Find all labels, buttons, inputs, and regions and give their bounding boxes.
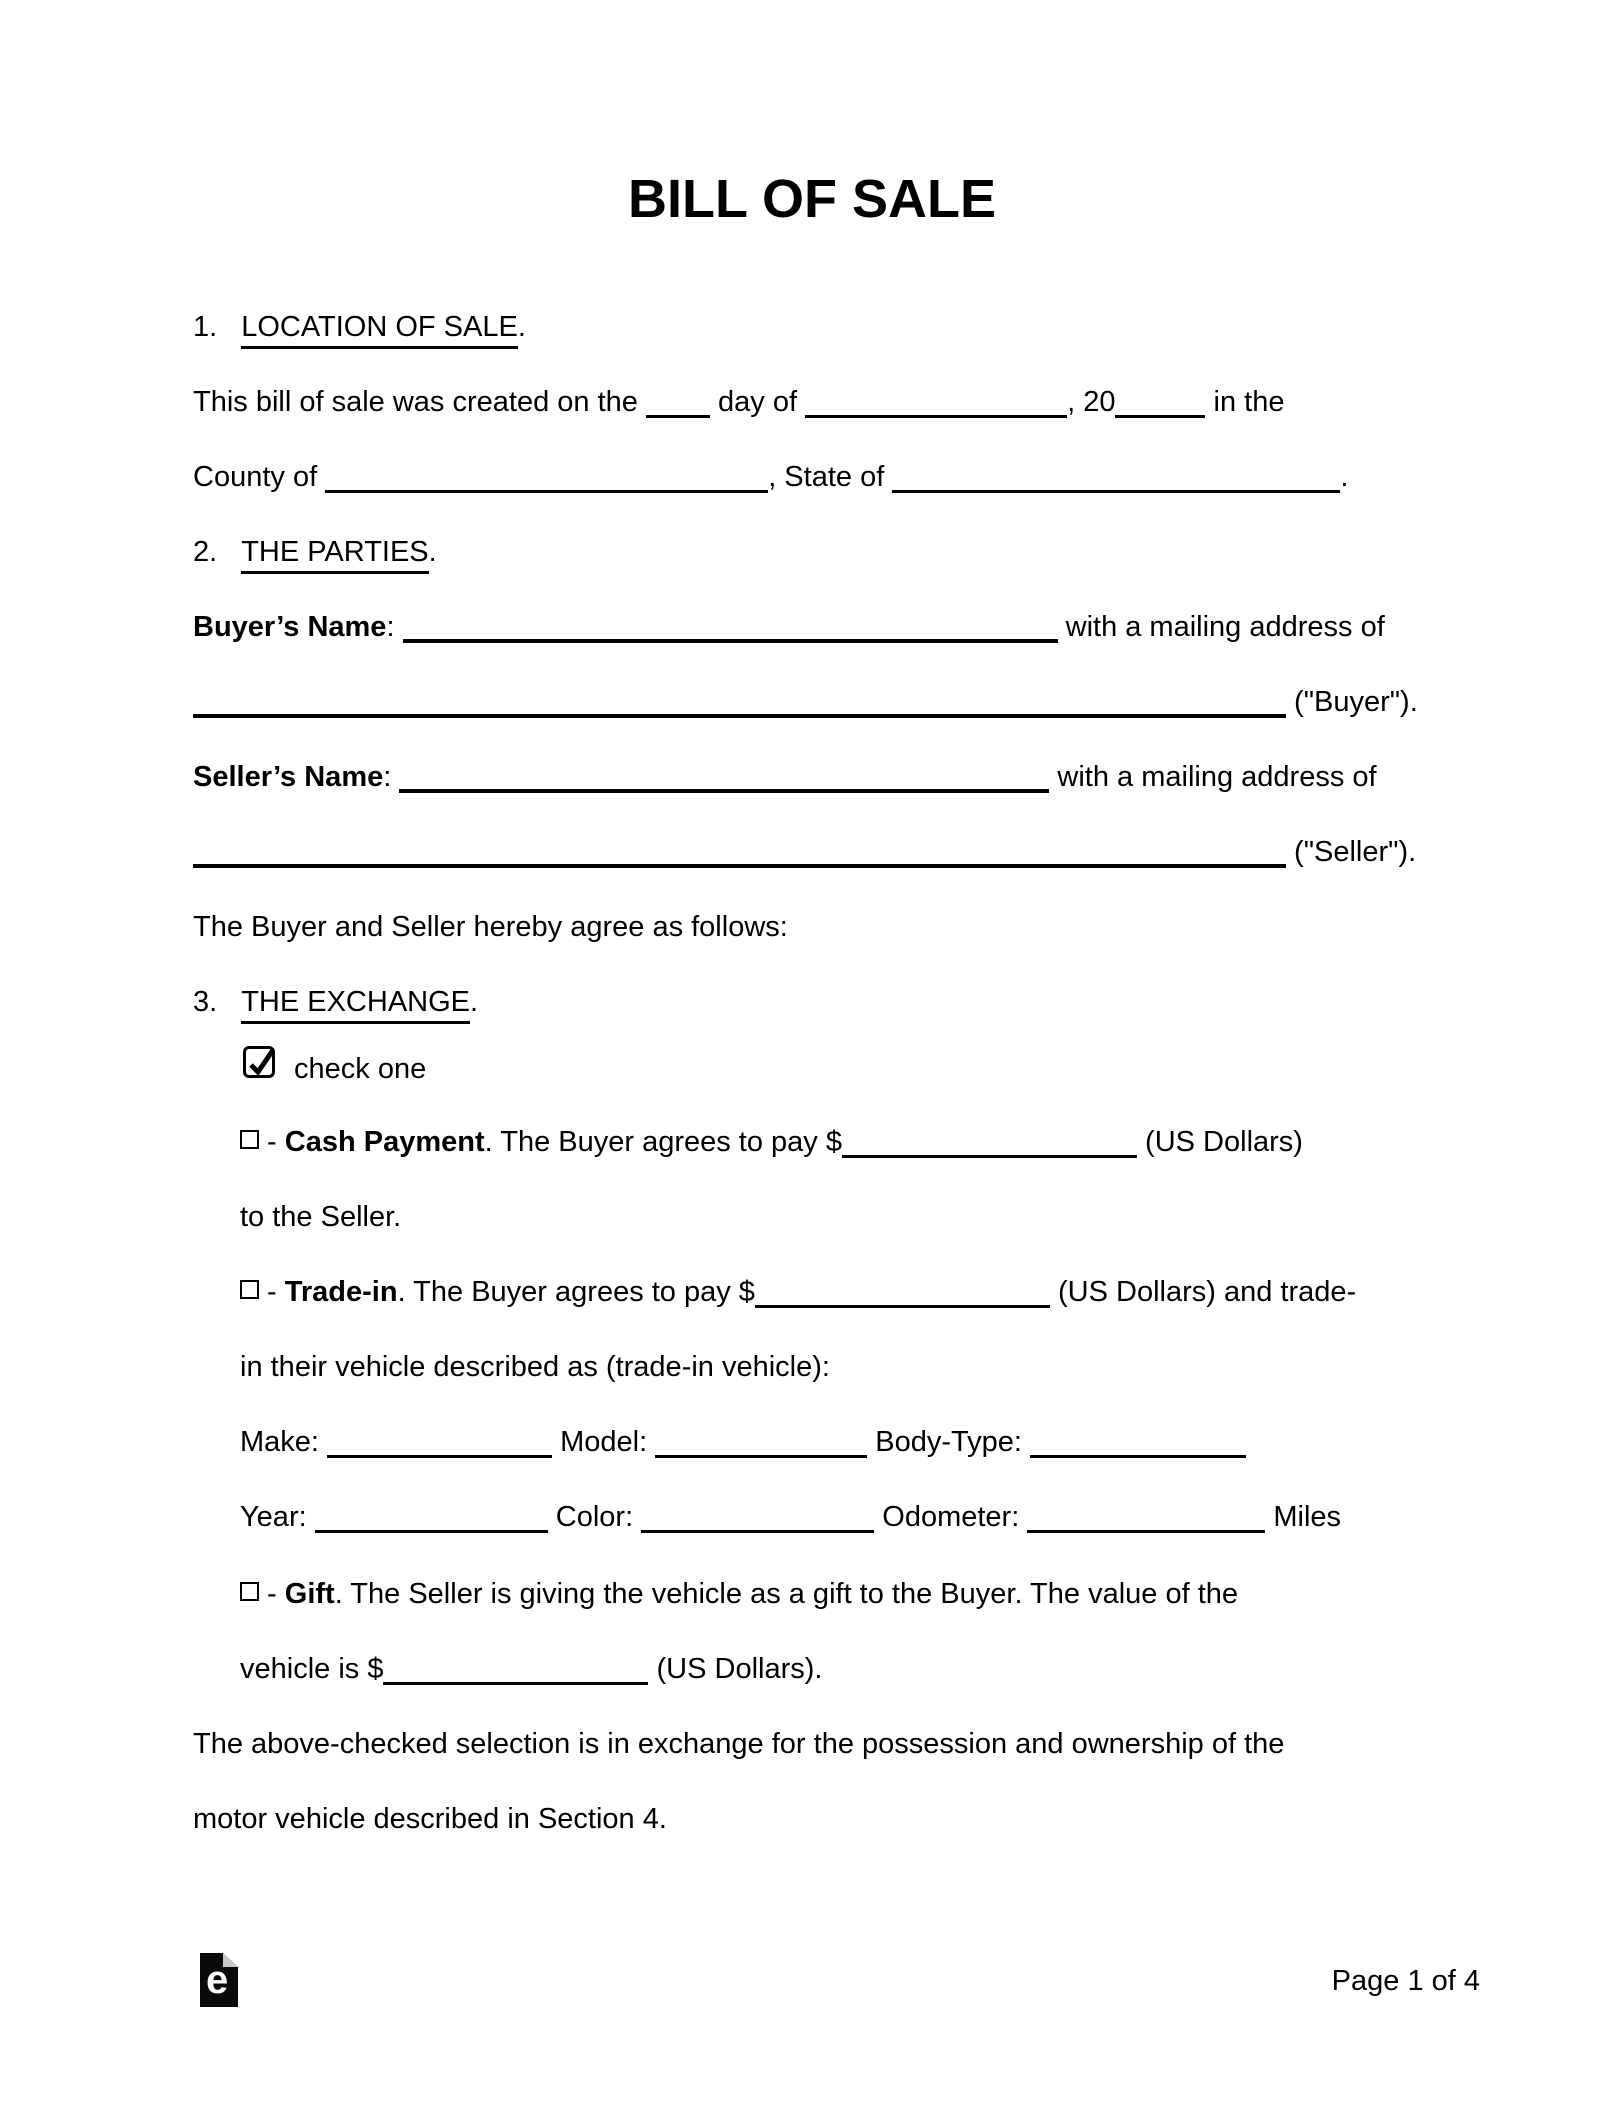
text-run: 3. xyxy=(193,986,218,1018)
logo-letter: e xyxy=(206,1958,229,2002)
seller-address-line xyxy=(193,834,1416,870)
sale-date-line xyxy=(193,384,1284,420)
text-run: Body-Type: xyxy=(867,1426,1031,1458)
text-run: Make: xyxy=(240,1426,328,1458)
spacer xyxy=(217,1010,241,1011)
section-1-heading xyxy=(193,309,526,349)
sale-location-line xyxy=(193,459,1348,495)
text-run: . The Seller is giving the vehicle as a gift to the Buyer. The value of the xyxy=(334,1578,1239,1610)
make-blank[interactable] xyxy=(327,1425,552,1458)
text-run: with a mailing address of xyxy=(1057,611,1385,643)
page-number-label: Page 1 of 4 xyxy=(1331,1965,1480,1997)
color-blank[interactable] xyxy=(641,1500,874,1533)
text-run: 2. xyxy=(193,536,218,568)
text-run: Color: xyxy=(547,1501,642,1533)
trade-in-continuation xyxy=(240,1349,830,1385)
text-run: - xyxy=(259,1578,285,1610)
state-blank[interactable] xyxy=(892,460,1340,493)
text-run: : xyxy=(386,611,403,643)
vehicle-year-blank[interactable] xyxy=(315,1500,548,1533)
section-1-title: LOCATION OF SALE xyxy=(241,309,518,349)
bold-text-run: Seller’s Name xyxy=(193,761,384,793)
text-run: The Buyer and Seller hereby agree as follows: xyxy=(193,911,788,943)
spacer xyxy=(275,1077,294,1078)
section-3-heading xyxy=(193,984,478,1024)
section-3-title: THE EXCHANGE xyxy=(241,984,470,1024)
agreement-intro-line xyxy=(193,909,788,945)
section-2-heading xyxy=(193,534,437,574)
buyer-name-line xyxy=(193,609,1385,645)
text-run: , State of xyxy=(768,461,893,493)
text-run: vehicle is $ xyxy=(240,1653,384,1685)
text-run: Year: xyxy=(240,1501,315,1533)
text-run: - xyxy=(259,1276,285,1308)
cash-payment-line xyxy=(240,1124,1303,1160)
text-run: This bill of sale was created on the xyxy=(193,386,646,418)
text-run: with a mailing address of xyxy=(1049,761,1377,793)
text-run: in the xyxy=(1205,386,1285,418)
buyer-name-blank[interactable] xyxy=(403,609,1058,643)
trade-in-checkbox[interactable] xyxy=(240,1280,259,1299)
text-run: (US Dollars) and trade- xyxy=(1049,1276,1357,1308)
buyer-address-line xyxy=(193,684,1418,720)
bold-text-run: Buyer’s Name xyxy=(193,611,387,643)
exchange-summary-line-2 xyxy=(193,1801,667,1837)
text-run: . The Buyer agrees to pay $ xyxy=(484,1126,842,1158)
eforms-logo xyxy=(200,1953,238,2007)
trade-in-vehicle-line-2 xyxy=(240,1499,1341,1535)
seller-name-line xyxy=(193,759,1377,795)
text-run: . xyxy=(517,311,526,343)
sale-month-blank[interactable] xyxy=(805,385,1067,418)
trade-in-amount-blank[interactable] xyxy=(755,1275,1050,1308)
gift-line xyxy=(240,1576,1238,1612)
sale-day-blank[interactable] xyxy=(646,385,710,418)
text-run: (US Dollars). xyxy=(648,1653,823,1685)
cash-payment-checkbox[interactable] xyxy=(240,1130,259,1149)
sale-year-blank[interactable] xyxy=(1115,385,1205,418)
spacer xyxy=(217,335,241,336)
text-run: ("Buyer"). xyxy=(1286,686,1418,718)
gift-checkbox[interactable] xyxy=(240,1582,259,1601)
gift-continuation xyxy=(240,1651,822,1687)
cash-amount-blank[interactable] xyxy=(842,1125,1137,1158)
text-run: , 20 xyxy=(1067,386,1116,418)
bold-text-run: Gift xyxy=(284,1578,335,1610)
text-run: . The Buyer agrees to pay $ xyxy=(397,1276,755,1308)
seller-address-blank[interactable] xyxy=(193,834,1286,868)
bold-text-run: Cash Payment xyxy=(284,1126,485,1158)
model-blank[interactable] xyxy=(655,1425,867,1458)
text-run: in their vehicle described as (trade-in vehicle): xyxy=(240,1351,830,1383)
gift-value-blank[interactable] xyxy=(383,1652,648,1685)
section-2-title: THE PARTIES xyxy=(241,534,428,574)
text-run: (US Dollars) xyxy=(1137,1126,1303,1158)
bold-text-run: Trade-in xyxy=(284,1276,398,1308)
county-blank[interactable] xyxy=(325,460,768,493)
text-run: - xyxy=(259,1126,285,1158)
trade-in-vehicle-line-1 xyxy=(240,1424,1246,1460)
check-one-line xyxy=(243,1046,426,1087)
text-run: The above-checked selection is in exchange for the possession and ownership of the xyxy=(193,1728,1285,1760)
seller-name-blank[interactable] xyxy=(399,759,1049,793)
check-one-checkbox[interactable] xyxy=(243,1046,275,1078)
text-run: Odometer: xyxy=(874,1501,1028,1533)
text-run: : xyxy=(383,761,400,793)
spacer xyxy=(217,560,241,561)
document-title: BILL OF SALE xyxy=(627,169,996,229)
text-run: County of xyxy=(193,461,326,493)
text-run: day of xyxy=(709,386,806,418)
trade-in-line xyxy=(240,1274,1356,1310)
text-run: Model: xyxy=(552,1426,656,1458)
text-run: 1. xyxy=(193,311,218,343)
buyer-address-blank[interactable] xyxy=(193,684,1286,718)
odometer-blank[interactable] xyxy=(1027,1500,1265,1533)
text-run: check one xyxy=(294,1053,427,1085)
text-run: to the Seller. xyxy=(240,1201,402,1233)
text-run: . xyxy=(428,536,437,568)
checkmark-icon xyxy=(244,1043,276,1079)
exchange-summary-line-1 xyxy=(193,1726,1284,1762)
text-run: Miles xyxy=(1265,1501,1342,1533)
text-run: . xyxy=(470,986,479,1018)
text-run: motor vehicle described in Section 4. xyxy=(193,1803,667,1835)
cash-payment-continuation xyxy=(240,1199,401,1235)
body-type-blank[interactable] xyxy=(1030,1425,1246,1458)
text-run: ("Seller"). xyxy=(1286,836,1417,868)
text-run: . xyxy=(1340,461,1349,493)
